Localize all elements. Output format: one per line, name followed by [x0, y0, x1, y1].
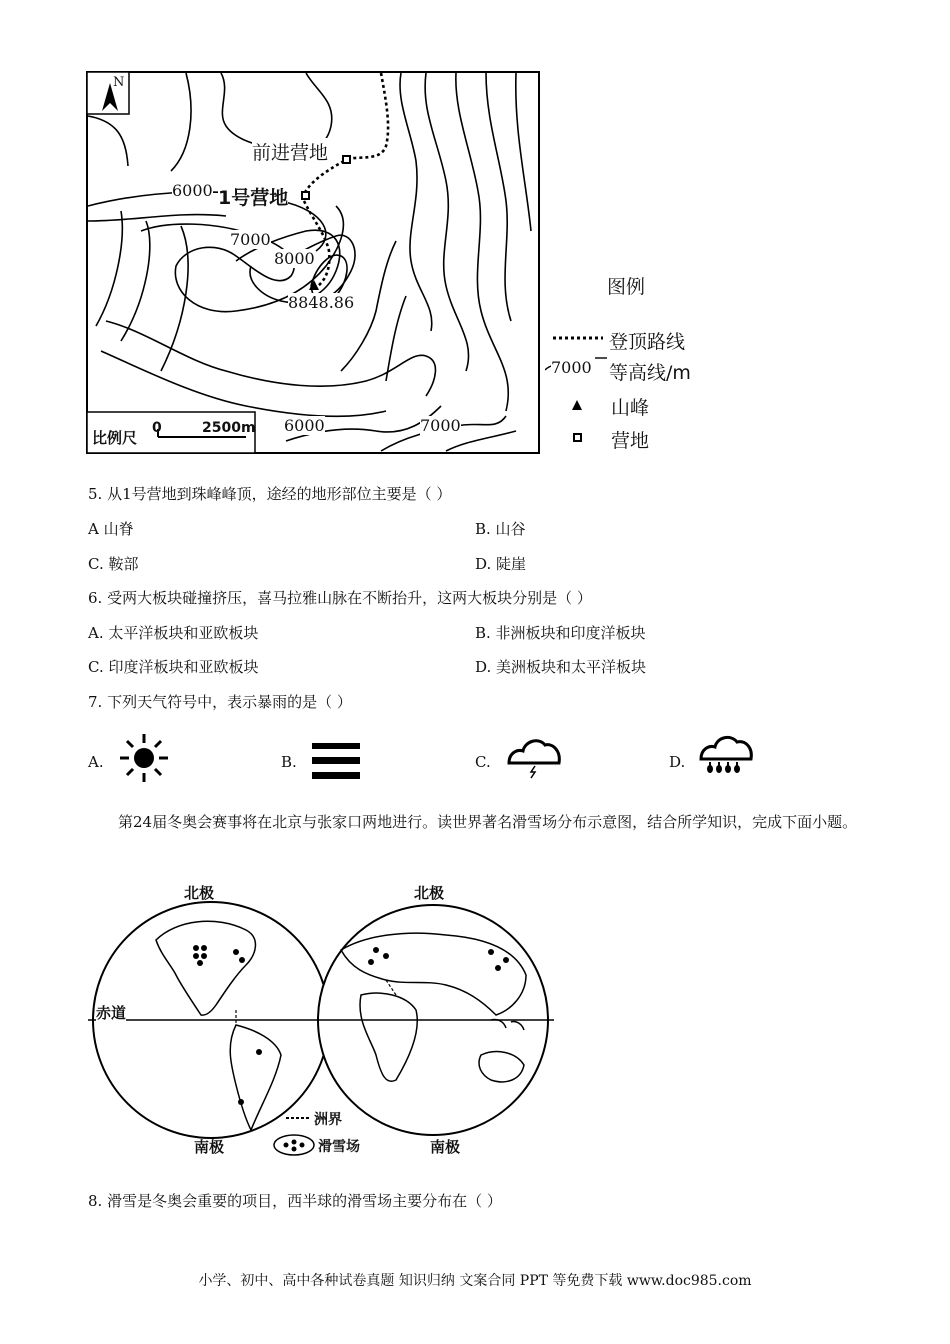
question-5-option-b[interactable]: B. 山谷 — [475, 520, 526, 538]
legend-peak-icon — [572, 400, 582, 410]
legend-camp-icon — [574, 434, 581, 441]
rainstorm-icon — [697, 735, 755, 779]
question-5-stem: 5. 从1号营地到珠峰峰顶，途经的地形部位主要是（ ） — [88, 485, 452, 503]
legend-title: 图例 — [607, 276, 646, 298]
scale-zero: 0 — [152, 420, 162, 436]
sun-icon — [116, 732, 172, 784]
question-6-option-c[interactable]: C. 印度洋板块和亚欧板块 — [88, 658, 259, 676]
camp1-marker — [302, 192, 309, 199]
north-pole-right: 北极 — [414, 884, 445, 902]
contour-6000-bottom-label: 6000 — [284, 416, 325, 435]
north-label: N — [113, 75, 125, 90]
question-5-option-d[interactable]: D. 陡崖 — [475, 555, 527, 573]
north-pole-left: 北极 — [184, 884, 215, 902]
contour-6000-label: 6000 — [172, 181, 213, 200]
legend-contour-sample: 7000 — [551, 358, 592, 377]
scale-label: 比例尺 — [92, 429, 138, 447]
question-7-option-d[interactable]: D. — [669, 753, 686, 771]
question-7-option-c[interactable]: C. — [475, 753, 491, 771]
forward-camp-label: 前进营地 — [252, 138, 328, 165]
question-7-option-b[interactable]: B. — [281, 753, 297, 771]
south-pole-right: 南极 — [430, 1138, 461, 1156]
legend-contour-label: 等高线/m — [609, 362, 691, 384]
legend-camp-label: 营地 — [611, 430, 650, 452]
contour-8000-label: 8000 — [274, 249, 315, 268]
peak-elevation-label: 8848.86 — [288, 293, 355, 312]
map-legend — [545, 270, 715, 460]
contour-7000-label: 7000 — [230, 230, 271, 249]
south-pole-left: 南极 — [194, 1138, 225, 1156]
question-6-option-b[interactable]: B. 非洲板块和印度洋板块 — [475, 624, 646, 642]
thunderstorm-icon — [505, 735, 563, 779]
question-8-stem: 8. 滑雪是冬奥会重要的项目，西半球的滑雪场主要分布在（ ） — [88, 1192, 502, 1210]
question-5-option-a[interactable]: A 山脊 — [88, 520, 134, 538]
question-6-option-a[interactable]: A. 太平洋板块和亚欧板块 — [88, 624, 259, 642]
question-7-option-a[interactable]: A. — [88, 753, 104, 771]
legend-ski-label: 滑雪场 — [318, 1139, 360, 1155]
legend-border-label: 洲界 — [314, 1112, 342, 1128]
question-6-option-d[interactable]: D. 美洲板块和太平洋板块 — [475, 658, 647, 676]
contour-7000-bottom-label: 7000 — [420, 416, 461, 435]
question-5-option-c[interactable]: C. 鞍部 — [88, 555, 139, 573]
forward-camp-marker — [343, 156, 350, 163]
question-7-stem: 7. 下列天气符号中，表示暴雨的是（ ） — [88, 693, 352, 711]
fog-icon — [310, 741, 362, 781]
legend-route-label: 登顶路线 — [609, 331, 686, 353]
question-6-stem: 6. 受两大板块碰撞挤压，喜马拉雅山脉在不断抬升，这两大板块分别是（ ） — [88, 589, 592, 607]
camp1-label: 1号营地 — [218, 183, 288, 210]
scale-distance: 2500m — [202, 420, 256, 436]
equator-label: 赤道 — [96, 1004, 127, 1022]
page-footer[interactable]: 小学、初中、高中各种试卷真题 知识归纳 文案合同 PPT 等免费下载 www.doc985.com — [198, 1273, 752, 1289]
legend-peak-label: 山峰 — [611, 397, 650, 419]
topo-map — [86, 71, 540, 454]
world-map — [86, 880, 556, 1165]
passage-text: 第24届冬奥会赛事将在北京与张家口两地进行。读世界著名滑雪场分布示意图，结合所学知识，完成下面小题。 — [118, 813, 858, 831]
